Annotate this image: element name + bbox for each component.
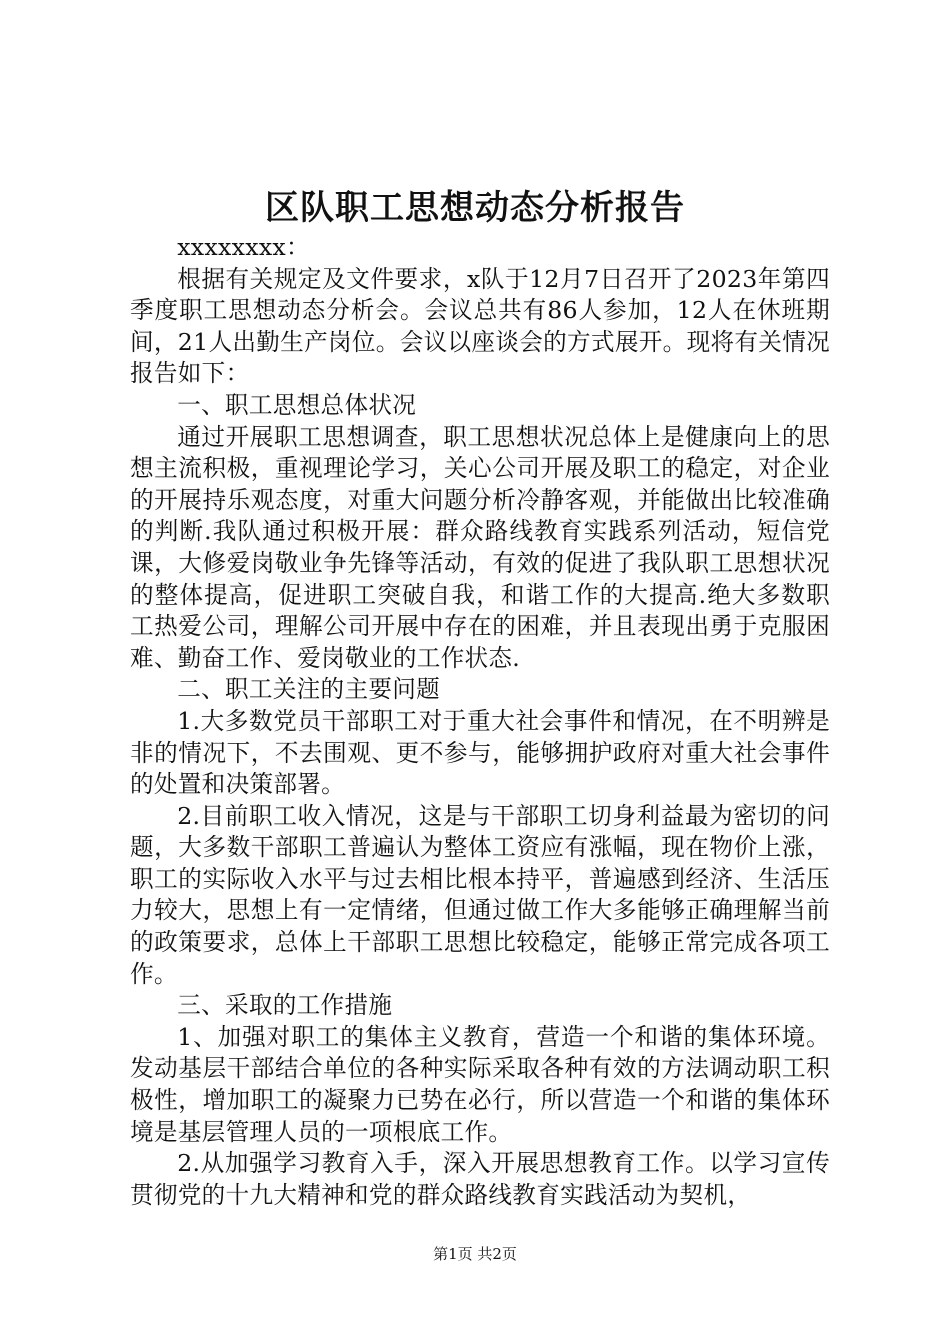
page-footer: 第1页 共2页 xyxy=(433,1245,517,1263)
document-title: 区队职工思想动态分析报告 xyxy=(265,188,685,228)
section-2-item-1: 1.大多数党员干部职工对于重大社会事件和情况，在不明辨是非的情况下，不去围观、更不参与，能够拥护政府对重大社会事件的处置和决策部署。 xyxy=(130,706,830,799)
intro-paragraph: 根据有关规定及文件要求，x队于12月7日召开了2023年第四季度职工思想动态分析会。会议总共有86人参加，12人在休班期间，21人出勤生产岗位。会议以座谈会的方式展开。现将有关情况报告如下： xyxy=(130,264,830,388)
salutation: xxxxxxxx： xyxy=(177,233,310,261)
section-heading-3: 三、采取的工作措施 xyxy=(177,991,393,1020)
section-3-item-2: 2.从加强学习教育入手，深入开展思想教育工作。以学习宣传贯彻党的十九大精神和党的群众路线教育实践活动为契机， xyxy=(130,1149,830,1209)
document-body xyxy=(130,232,830,1211)
section-3-item-1: 1、加强对职工的集体主义教育，营造一个和谐的集体环境。发动基层干部结合单位的各种实际采取各种有效的方法调动职工积极性，增加职工的凝聚力已势在必行，所以营造一个和谐的集体环境是基层管理人员的一项根底工作。 xyxy=(130,1022,830,1146)
section-heading-1: 一、职工思想总体状况 xyxy=(177,390,417,419)
section-heading-2: 二、职工关注的主要问题 xyxy=(177,675,441,704)
section-2-item-2: 2.目前职工收入情况，这是与干部职工切身利益最为密切的问题，大多数干部职工普遍认为整体工资应有涨幅，现在物价上涨，职工的实际收入水平与过去相比根本持平，普遍感到经济、生活压力较大，思想上有一定情绪，但通过做工作大多能够正确理解当前的政策要求，总体上干部职工思想比较稳定，能够正常完成各项工作。 xyxy=(130,801,830,988)
section-1-paragraph: 通过开展职工思想调查，职工思想状况总体上是健康向上的思想主流积极，重视理论学习，关心公司开展及职工的稳定，对企业的开展持乐观态度，对重大问题分析冷静客观，并能做出比较准确的判断.我队通过积极开展：群众路线教育实践系列活动，短信党课，大修爱岗敬业争先锋等活动，有效的促进了我队职工思想状况的整体提高，促进职工突破自我，和谐工作的大提高.绝大多数职工热爱公司，理解公司开展中存在的困难，并且表现出勇于克服困难、勤奋工作、爱岗敬业的工作状态. xyxy=(130,422,830,672)
